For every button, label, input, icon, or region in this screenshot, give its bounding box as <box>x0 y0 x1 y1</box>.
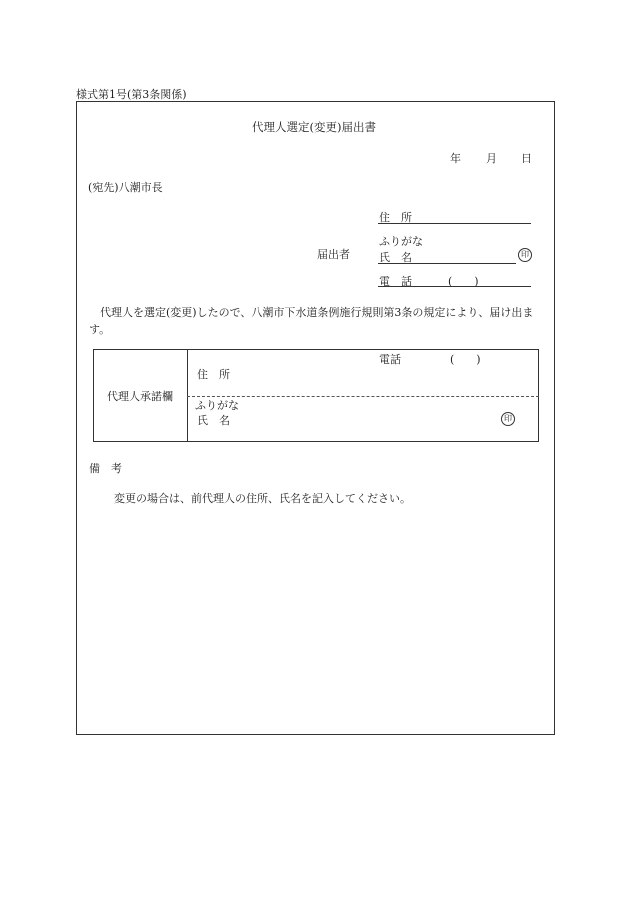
form-code: 様式第1号(第3条関係) <box>76 88 187 101</box>
consent-table-header: 代理人承諾欄 <box>107 390 173 403</box>
applicant-label: 届出者 <box>317 248 350 261</box>
date-day-label: 日 <box>521 152 532 165</box>
addressee: (宛先)八潮市長 <box>88 181 163 194</box>
applicant-seal-mark: 印 <box>518 248 532 262</box>
declaration-text: 代理人を選定(変更)したので、八潮市下水道条例施行規則第3条の規定により、届け出ます。 <box>89 306 534 336</box>
applicant-furigana-label: ふりがな <box>379 235 423 248</box>
applicant-name-label: 氏 名 <box>379 251 412 264</box>
date-year-label: 年 <box>450 152 461 165</box>
applicant-address-label: 住 所 <box>379 211 412 224</box>
consent-furigana-label: ふりがな <box>195 399 239 412</box>
applicant-address-line <box>378 223 531 224</box>
applicant-phone-label: 電 話 <box>379 275 412 288</box>
applicant-name-line <box>378 263 516 264</box>
consent-address-label: 住 所 <box>197 368 230 381</box>
consent-name-label: 氏 名 <box>197 414 230 427</box>
consent-table-dashed-line <box>187 396 539 397</box>
remarks-heading: 備 考 <box>89 462 122 475</box>
remarks-text: 変更の場合は、前代理人の住所、氏名を記入してください。 <box>114 492 411 505</box>
applicant-phone-paren: ( ) <box>448 275 479 288</box>
applicant-phone-line <box>378 286 531 287</box>
date-month-label: 月 <box>486 152 497 165</box>
consent-phone-label: 電話 <box>379 353 401 366</box>
consent-phone-paren: ( ) <box>450 353 481 366</box>
consent-seal-mark: 印 <box>501 412 515 426</box>
form-title: 代理人選定(変更)届出書 <box>252 120 376 134</box>
